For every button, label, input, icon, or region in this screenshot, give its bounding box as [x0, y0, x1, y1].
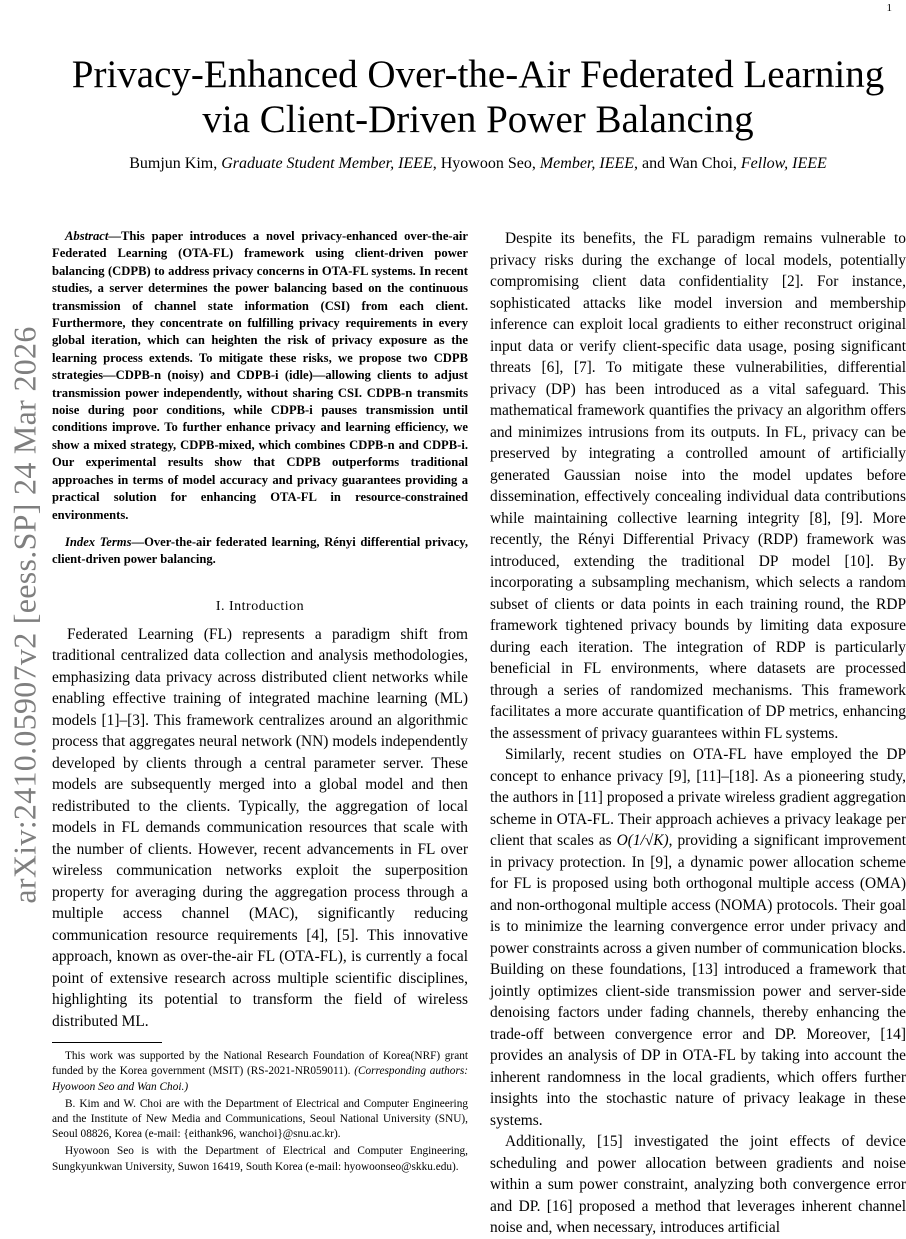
index-terms-lead: Index Terms — [65, 534, 132, 549]
paper-title — [50, 52, 906, 142]
arxiv-identifier: arXiv:2410.05907v2 [eess.SP] 24 Mar 2026 — [6, 326, 42, 904]
footnote-affiliation-2: Hyowoon Seo is with the Department of Electrical and Computer Engineering, Sungkyunkwan University, Suwon 16419, South Korea (e-mail: hyowoonseo@skku.edu). — [52, 1145, 468, 1173]
author-role: Member, IEEE — [539, 155, 635, 172]
paragraph-text-part: , providing a significant improvement in privacy protection. In [9], a dynamic power allocation scheme for FL is proposed using both orthogonal multiple access (OMA) and non-orthogonal multiple access (NOMA) protocols. Their goal is to minimize the learning convergence error under privacy and power constraints across a given number of communication blocks. Building on these foundations, [13] introduced a framework that jointly optimizes client-side transmission power and server-side denoising factors under fading channels, thereby enhancing the trade-off between convergence error and DP. Moreover, [14] provides an analysis of DP in OTA-FL by taking into account the inherent randomness in the local gradients, which offers further insights into the stochastic nature of privacy leakage in these systems. — [490, 832, 906, 1129]
left-column — [52, 228, 468, 1177]
footnote-funding — [52, 1049, 468, 1095]
page-number: 1 — [886, 2, 892, 14]
funding-text: This work was supported by the National Research Foundation of Korea(NRF) grant funded by the Korea government (MSIT) (RS-2021-NR059011). — [52, 1050, 468, 1078]
author-role: Graduate Student Member, IEEE — [221, 155, 433, 172]
author-name: Bumjun Kim — [129, 155, 214, 172]
abstract-lead: Abstract — [65, 229, 109, 243]
footnote-divider — [52, 1042, 162, 1043]
author-name: Hyowoon Seo — [440, 155, 532, 172]
body-paragraph-additionally: Additionally, [15] investigated the joint effects of device scheduling and power allocation between gradients and noise within a sum power constraint, analyzing both convergence error and DP. [16] proposed a method that leverages inherent channel noise and, when necessary, introduces artificial — [490, 1133, 906, 1236]
right-column — [490, 228, 906, 1239]
abstract — [52, 228, 468, 524]
index-terms — [52, 534, 468, 569]
intro-paragraph: Federated Learning (FL) represents a paradigm shift from traditional centralized data collection and analysis methodologies, emphasizing data privacy across distributed client networks while enabling effective training of integrated machine learning (ML) models [1]–[3]. This framework centralizes around an algorithmic process that aggregates neural network (NN) models independently developed by clients through a central parameter server. These models are subsequently merged into a global model and then redistributed to the clients. Typically, the aggregation of local models in FL demands communication resources that scale with the number of clients. However, recent advancements in FL over wireless communication networks exploit the superposition property for averaging during the aggregation process through a multiple access channel (MAC), significantly reducing communication resource requirements [4], [5]. This innovative approach, known as over-the-air FL (OTA-FL), is currently a focal point of extensive research across multiple scientific disciplines, highlighting its potential to transform the field of wireless distributed ML. — [52, 625, 468, 1030]
footnote-affiliation-1: B. Kim and W. Choi are with the Department of Electrical and Computer Engineering and the Institute of New Media and Communications, Seoul National University (SNU), Seoul 08826, Korea (e-mail: {eithank96, wanchoi}@snu.ac.kr). — [52, 1097, 468, 1141]
section-heading-introduction: I. Introduction — [215, 598, 305, 614]
index-terms-text: —Over-the-air federated learning, Rényi differential privacy, client-driven power balancing. — [52, 534, 468, 567]
math-expression: O(1/√K) — [616, 832, 669, 849]
author-list: Bumjun Kim, Graduate Student Member, IEEE, Hyowoon Seo, Member, IEEE, and Wan Choi, Fellow, IEEE — [129, 155, 827, 172]
paragraph-text-part: Similarly, recent studies on OTA-FL have employed the DP concept to enhance privacy [9], [11]–[18]. As a pioneering study, the authors in [11] proposed a private wireless gradient aggregation scheme in OTA-FL. Their approach achieves a privacy leakage per client that scales as — [490, 746, 906, 849]
corresponding-authors: (Corresponding authors: Hyowoon Seo and Wan Choi.) — [52, 1065, 468, 1093]
author-name: Wan Choi — [668, 155, 733, 172]
arxiv-sidebar — [2, 315, 47, 915]
title-line-1: Privacy-Enhanced Over-the-Air Federated Learning — [71, 53, 885, 96]
abstract-text: —This paper introduces a novel privacy-enhanced over-the-air Federated Learning (OTA-FL) framework using client-driven power balancing (CDPB) to address privacy concerns in OTA-FL systems. In recent studies, a server determines the power balancing based on the continuous transmission of channel state information (CSI) from each client. Furthermore, they concentrate on fulfilling privacy requirements in every global iteration, which can heighten the risk of privacy exposure as the learning process extends. To mitigate these risks, we propose two CDPB strategies—CDPB-n (noisy) and CDPB-i (idle)—allowing clients to adjust transmission power independently, without sharing CSI. CDPB-n transmits noise during poor conditions, while CDPB-i pauses transmission until conditions improve. To further enhance privacy and learning efficiency, we show a mixed strategy, CDPB-mixed, which combines CDPB-n and CDPB-i. Our experimental results show that CDPB outperforms traditional approaches in terms of model accuracy and privacy guarantees providing a practical solution for enhancing OTA-FL in resource-constrained environments. — [52, 229, 468, 522]
body-paragraph-ota-fl-dp — [490, 744, 906, 1131]
title-line-2: via Client-Driven Power Balancing — [202, 98, 754, 141]
author-role: Fellow, IEEE — [740, 155, 827, 172]
body-paragraph-privacy-risks: Despite its benefits, the FL paradigm remains vulnerable to privacy risks during the exchange of local models, potentially compromising client data confidentiality [2]. For instance, sophisticated attacks like model inversion and membership inference can exploit local gradients to either reconstruct original input data or verify client-specific data usage, posing significant threats [6], [7]. To mitigate these vulnerabilities, differential privacy (DP) has been introduced as a vital safeguard. This mathematical framework quantifies the privacy an algorithm offers and minimizes intrusions from its outputs. In FL, privacy can be preserved by integrating a controlled amount of artificially generated Gaussian noise into the model updates before dissemination, effectively concealing individual data contributions while maintaining collective learning integrity [8], [9]. More recently, the Rényi Differential Privacy (RDP) framework was introduced, extending the traditional DP model [10]. By incorporating a subsampling mechanism, which selects a random subset of clients or data points in each training round, the RDP framework tightened privacy bounds by limiting data exposure during each iteration. The integration of RDP is particularly beneficial in FL environments, where datasets are processed through a series of randomized mechanisms. This framework facilitates a more accurate quantification of DP metrics, enhancing the assessment of privacy guarantees within FL systems. — [490, 230, 906, 742]
